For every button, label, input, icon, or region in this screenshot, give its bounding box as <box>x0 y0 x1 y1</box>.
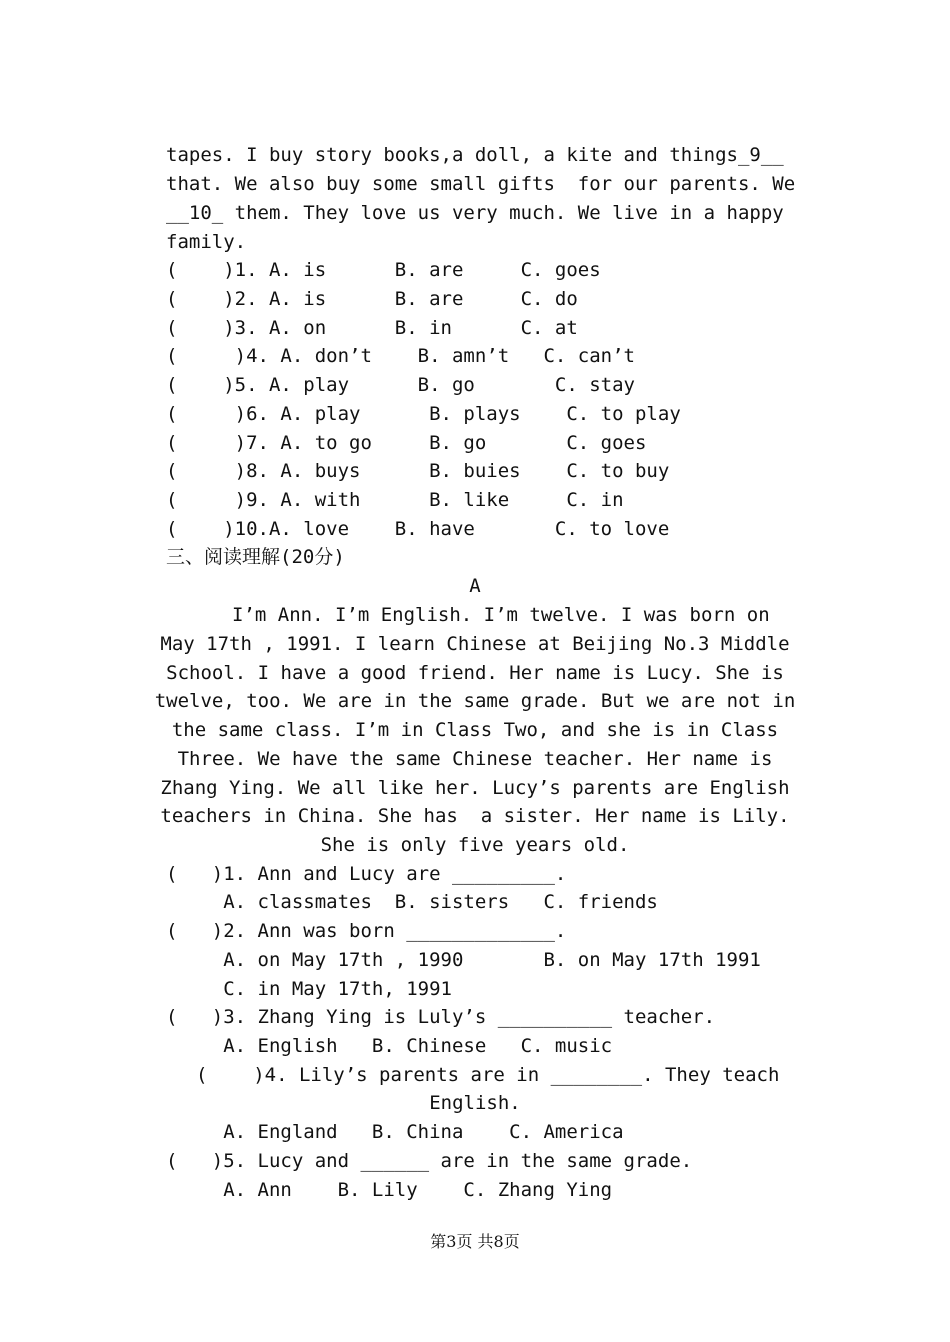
page-footer: 第3页 共8页 <box>430 1232 520 1251</box>
section-title: 三、阅读理解(20分) <box>166 546 345 568</box>
reading-options: A. English B. Chinese C. music <box>166 1035 613 1057</box>
passage-a-line: Three. We have the same Chinese teacher. Her name is <box>177 748 773 770</box>
cloze-question: ( )9. A. with B. like C. in <box>166 489 624 511</box>
reading-question: ( )1. Ann and Lucy are _________. <box>166 863 567 885</box>
reading-options: A. classmates B. sisters C. friends <box>166 891 658 913</box>
cloze-question: ( )6. A. play B. plays C. to play <box>166 403 681 425</box>
reading-options: A. on May 17th , 1990 B. on May 17th 1991 <box>166 949 761 971</box>
cloze-question: ( )10.A. love B. have C. to love <box>166 518 670 540</box>
passage-a-line: twelve, too. We are in the same grade. But we are not in <box>154 690 796 712</box>
cloze-question: ( )2. A. is B. are C. do <box>166 288 578 310</box>
reading-options: C. in May 17th, 1991 <box>166 978 452 1000</box>
passage-a-line: I’m Ann. I’m English. I’m twelve. I was born on <box>232 604 770 626</box>
cloze-question: ( )5. A. play B. go C. stay <box>166 374 635 396</box>
reading-question-continued: English. <box>429 1092 521 1114</box>
passage-a-line: She is only five years old. <box>320 834 630 856</box>
passage-line: family. <box>166 231 247 253</box>
passage-line: __10_ them. They love us very much. We live in a happy <box>166 202 784 224</box>
passage-line: that. We also buy some small gifts for our parents. We <box>166 173 796 195</box>
passage-a-line: May 17th , 1991. I learn Chinese at Beijing No.3 Middle <box>160 633 790 655</box>
reading-question: ( )3. Zhang Ying is Luly’s __________ teacher. <box>166 1006 716 1028</box>
passage-a-line: School. I have a good friend. Her name is Lucy. She is <box>166 662 784 684</box>
passage-line: tapes. I buy story books,a doll, a kite and things_9__ <box>166 144 784 166</box>
reading-question: ( )5. Lucy and ______ are in the same grade. <box>166 1150 693 1172</box>
passage-label: A <box>469 575 481 597</box>
passage-a-line: Zhang Ying. We all like her. Lucy’s parents are English <box>160 777 790 799</box>
cloze-question: ( )4. A. don’t B. amn’t C. can’t <box>166 345 635 367</box>
passage-a-line: teachers in China. She has a sister. Her name is Lily. <box>160 805 790 827</box>
reading-options: A. Ann B. Lily C. Zhang Ying <box>166 1179 613 1201</box>
reading-question: ( )2. Ann was born _____________. <box>166 920 567 942</box>
cloze-question: ( )7. A. to go B. go C. goes <box>166 432 647 454</box>
cloze-question: ( )3. A. on B. in C. at <box>166 317 578 339</box>
reading-options: A. England B. China C. America <box>166 1121 624 1143</box>
reading-question: ( )4. Lily’s parents are in ________. They teach <box>196 1064 780 1086</box>
passage-a-line: the same class. I’m in Class Two, and she is in Class <box>171 719 779 741</box>
cloze-question: ( )8. A. buys B. buies C. to buy <box>166 460 670 482</box>
cloze-question: ( )1. A. is B. are C. goes <box>166 259 601 281</box>
